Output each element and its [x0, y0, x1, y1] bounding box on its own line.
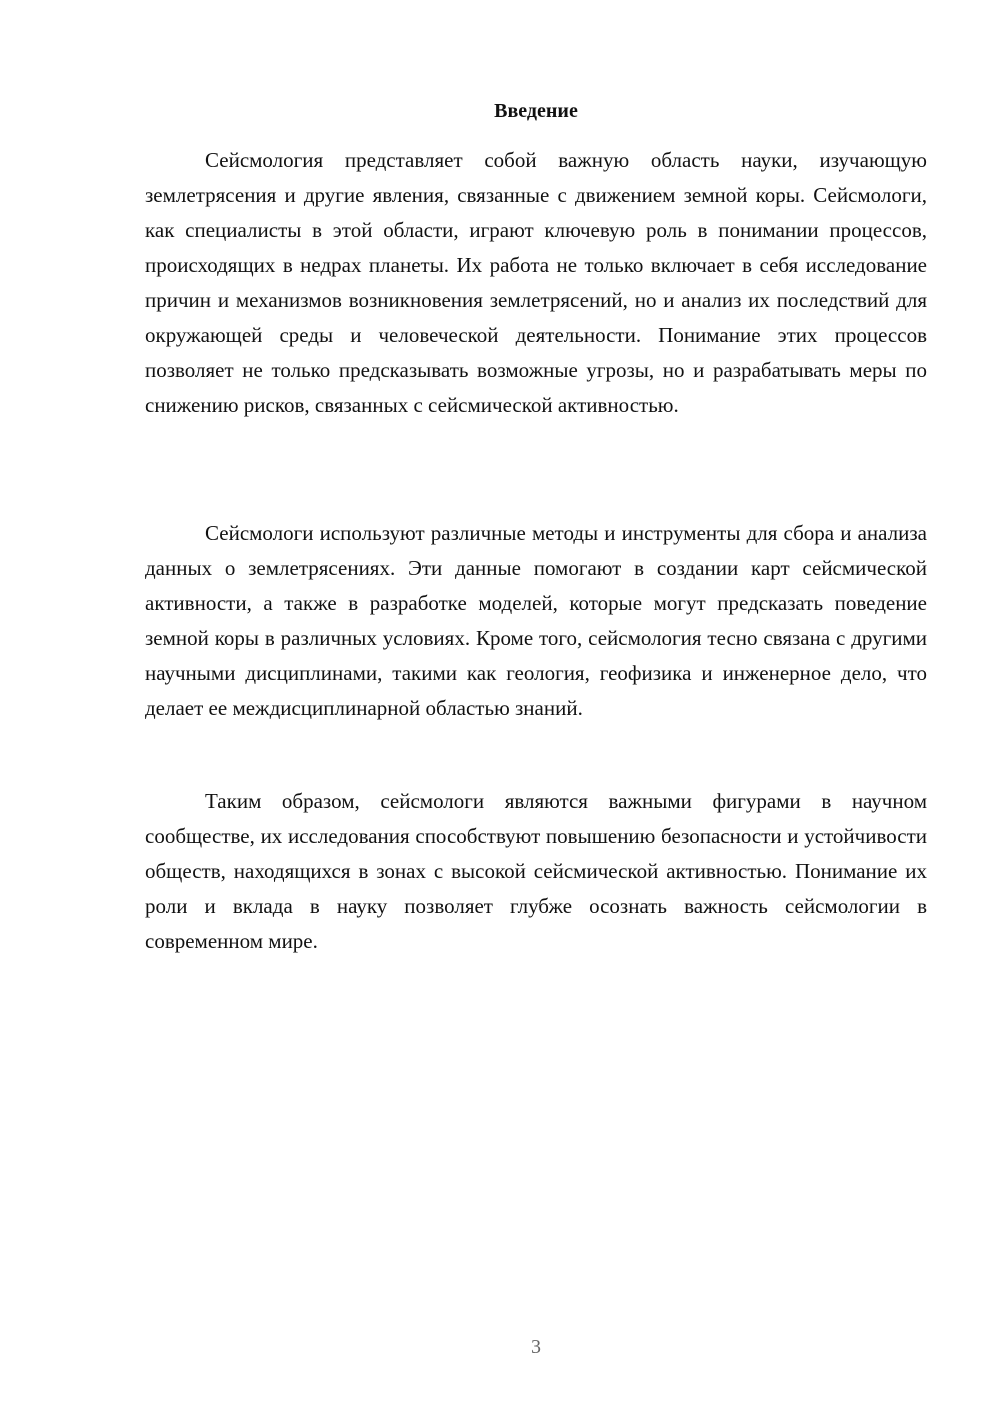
paragraph-3: Таким образом, сейсмологи являются важными фигурами в научном сообществе, их исследования способствуют повышению безопасности и устойчивости обществ, находящихся в зонах с высокой сейсмической активностью. Понимание их роли и вклада в науку позволяет глубже осознать важность сейсмологии в современном мире.	[145, 789, 927, 953]
paragraph-2: Сейсмологи используют различные методы и инструменты для сбора и анализа данных о землетрясениях. Эти данные помогают в создании карт сейсмической активности, а также в разработке моделей, которые могут предсказать поведение земной коры в различных условиях. Кроме того, сейсмология тесно связана с другими научными дисциплинами, такими как геология, геофизика и инженерное дело, что делает ее междисциплинарной областью знаний.	[145, 521, 927, 720]
page-number: 3	[531, 1336, 541, 1358]
section-heading: Введение	[494, 100, 578, 122]
paragraph-1: Сейсмология представляет собой важную область науки, изучающую землетрясения и другие явления, связанные с движением земной коры. Сейсмологи, как специалисты в этой области, играют ключевую роль в понимании процессов, происходящих в недрах планеты. Их работа не только включает в себя исследование причин и механизмов возникновения землетрясений, но и анализ их последствий для окружающей среды и человеческой деятельности. Понимание этих процессов позволяет не только предсказывать возможные угрозы, но и разрабатывать меры по снижению рисков, связанных с сейсмической активностью.	[145, 148, 927, 417]
